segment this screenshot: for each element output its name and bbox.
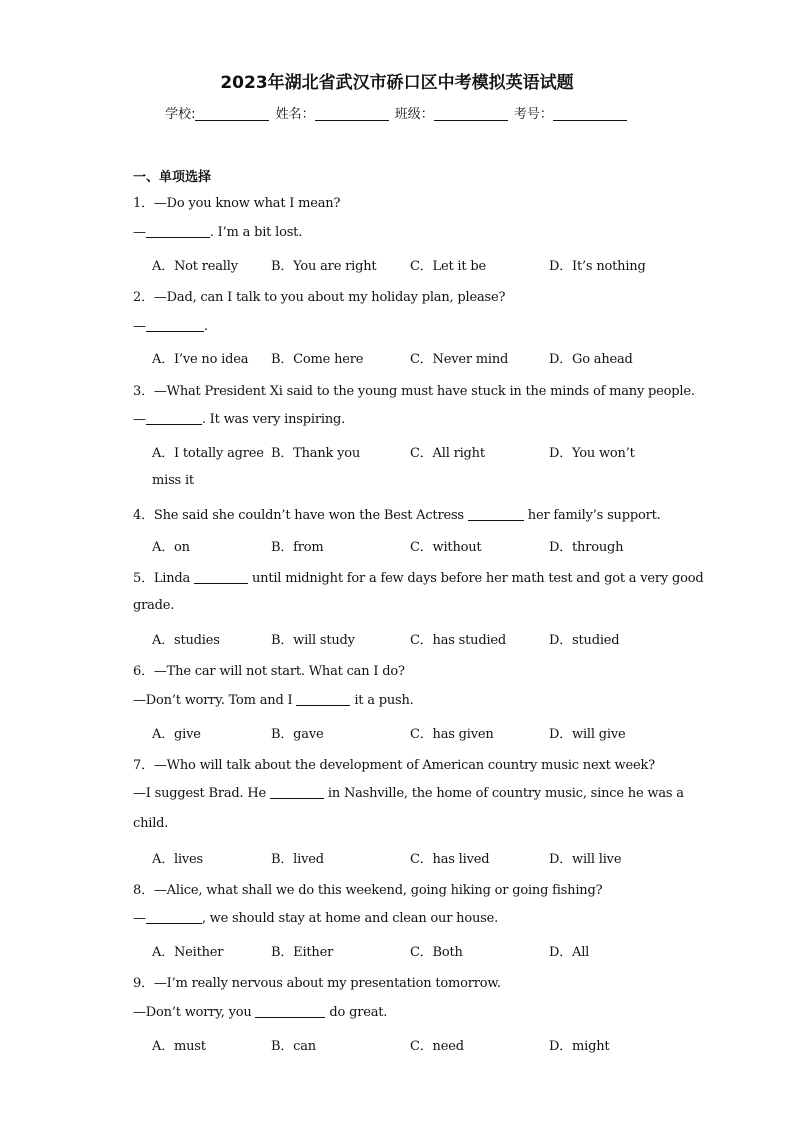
school-label: 学校: (165, 107, 196, 122)
q3-option-d-continued: miss it (152, 473, 194, 488)
q1-stem: 1．—Do you know what I mean? (133, 196, 341, 211)
q8-blank[interactable] (146, 910, 202, 924)
q1-reply-end: . I’m a bit lost. (209, 225, 303, 240)
q3-reply-start: — (133, 412, 146, 427)
section-heading: 一、单项选择 (133, 170, 212, 185)
q3-option-c[interactable]: C．All right (410, 446, 485, 461)
student-info-row (0, 103, 794, 122)
q2-option-d[interactable]: D．Go ahead (549, 352, 633, 367)
q3-option-a[interactable]: A．I totally agree (152, 446, 264, 461)
q8-option-b[interactable]: B．Either (271, 945, 334, 960)
q4-stem-start: 4．She said she couldn’t have won the Best Actress (133, 508, 464, 523)
q2-reply-start: — (133, 319, 146, 334)
q5-option-b[interactable]: B．will study (271, 633, 355, 648)
name-label: 姓名： (275, 107, 315, 122)
page-title: 2023年湖北省武汉市硚口区中考模拟英语试题 (220, 73, 574, 93)
q3-reply-end: . It was very inspiring. (201, 412, 346, 427)
q1-option-c[interactable]: C．Let it be (410, 259, 486, 274)
q3-reply (133, 411, 345, 427)
q6-option-c[interactable]: C．has given (410, 727, 494, 742)
q4-option-b[interactable]: B．from (271, 540, 324, 555)
q4-option-c[interactable]: C．without (410, 540, 482, 555)
q5-option-a[interactable]: A．studies (152, 633, 220, 648)
q1-option-d[interactable]: D．It’s nothing (549, 259, 646, 274)
q9-stem: 9．—I’m really nervous about my presentation tomorrow. (133, 976, 501, 991)
q5-stem-end: until midnight for a few days before her math test and got a very good (251, 571, 704, 586)
q7-reply (133, 785, 684, 801)
q1-reply (133, 224, 302, 240)
q6-reply-start: —Don’t worry. Tom and I (133, 693, 293, 708)
q5-blank[interactable] (194, 570, 248, 584)
q7-reply-end: in Nashville, the home of country music, since he was a (327, 786, 684, 801)
q2-option-b[interactable]: B．Come here (271, 352, 364, 367)
q8-option-d[interactable]: D．All (549, 945, 590, 960)
class-label: 班级： (394, 107, 434, 122)
school-blank[interactable] (195, 106, 269, 121)
q9-reply-start: —Don’t worry, you (133, 1005, 252, 1020)
q7-reply-continued: child. (133, 816, 169, 831)
q9-reply-end: do great. (329, 1005, 388, 1020)
q3-option-b[interactable]: B．Thank you (271, 446, 361, 461)
q7-blank[interactable] (270, 785, 324, 799)
q5-stem-continued: grade. (133, 598, 175, 613)
q8-option-a[interactable]: A．Neither (152, 945, 224, 960)
q7-stem: 7．—Who will talk about the development of American country music next week? (133, 758, 655, 773)
q1-reply-start: — (133, 225, 146, 240)
q6-option-b[interactable]: B．gave (271, 727, 324, 742)
q4-option-d[interactable]: D．through (549, 540, 624, 555)
q7-option-c[interactable]: C．has lived (410, 852, 490, 867)
exam-no-label: 考号： (513, 107, 553, 122)
q6-stem: 6．—The car will not start. What can I do? (133, 664, 405, 679)
q2-option-a[interactable]: A．I’ve no idea (152, 352, 249, 367)
q6-option-d[interactable]: D．will give (549, 727, 626, 742)
q8-reply (133, 910, 498, 926)
q3-blank[interactable] (146, 411, 202, 425)
q4-option-a[interactable]: A．on (152, 540, 190, 555)
q7-option-d[interactable]: D．will live (549, 852, 622, 867)
exam-no-blank[interactable] (553, 106, 627, 121)
q8-reply-start: — (133, 911, 146, 926)
q2-reply-end: . (203, 319, 208, 334)
name-blank[interactable] (315, 106, 389, 121)
q8-option-c[interactable]: C．Both (410, 945, 463, 960)
q2-reply (133, 318, 208, 334)
q3-option-d[interactable]: D．You won’t (549, 446, 635, 461)
q7-option-b[interactable]: B．lived (271, 852, 324, 867)
q4-stem (133, 504, 661, 523)
q2-option-c[interactable]: C．Never mind (410, 352, 509, 367)
q5-option-d[interactable]: D．studied (549, 633, 620, 648)
q9-option-d[interactable]: D．might (549, 1039, 610, 1054)
q4-blank[interactable] (468, 507, 524, 521)
q4-stem-end: her family’s support. (527, 508, 661, 523)
q6-option-a[interactable]: A．give (152, 727, 201, 742)
q5-stem (133, 567, 704, 586)
q9-blank[interactable] (255, 1004, 325, 1018)
q9-option-c[interactable]: C．need (410, 1039, 464, 1054)
q3-stem: 3．—What President Xi said to the young must have stuck in the minds of many people. (133, 384, 695, 399)
q6-reply (133, 692, 414, 708)
q5-option-c[interactable]: C．has studied (410, 633, 507, 648)
q6-reply-end: it a push. (354, 693, 414, 708)
q6-blank[interactable] (296, 692, 350, 706)
q7-reply-start: —I suggest Brad. He (133, 786, 267, 801)
q5-stem-start: 5．Linda (133, 571, 191, 586)
q2-stem: 2．—Dad, can I talk to you about my holiday plan, please? (133, 290, 506, 305)
q2-blank[interactable] (146, 318, 204, 332)
q9-option-b[interactable]: B．can (271, 1039, 316, 1054)
q7-option-a[interactable]: A．lives (152, 852, 204, 867)
q9-reply (133, 1004, 387, 1020)
q1-option-b[interactable]: B．You are right (271, 259, 377, 274)
q8-reply-end: , we should stay at home and clean our house. (201, 911, 499, 926)
q9-option-a[interactable]: A．must (152, 1039, 206, 1054)
class-blank[interactable] (434, 106, 508, 121)
q1-blank[interactable] (146, 224, 210, 238)
q8-stem: 8．—Alice, what shall we do this weekend, going hiking or going fishing? (133, 883, 603, 898)
q1-option-a[interactable]: A．Not really (152, 259, 238, 274)
